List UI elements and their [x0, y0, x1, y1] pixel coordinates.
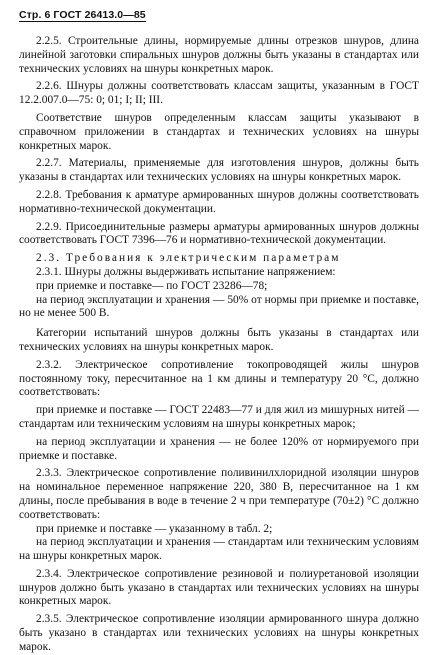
list-item: на период эксплуатации и хранения — не более 120% от нормируемого при приемке и поставке.: [19, 435, 419, 462]
clause-2-3-3: 2.3.3. Электрическое сопротивление поливинилхлоридной изоляции шнуров на номинальное переменное напряжение 220, 380 В, пересчитанное на 1 км длины, после пребывания в воде в течение 2 ч при температуре (70±2) °С должно соответствовать:: [19, 467, 419, 521]
clause-2-3-4: 2.3.4. Электрическое сопротивление резиновой и полиуретановой изоляции шнуров должно быть указано в стандартах или технических условиях на шнуры конкретных марок.: [19, 567, 419, 608]
clause-2-2-5: 2.2.5. Строительные длины, нормируемые длины отрезков шнуров, длина линейной заготовки спиральных шнуров должны быть указаны в стандартах или технических условиях на шнуры конкретных марок.: [19, 35, 419, 75]
clause-2-2-7: 2.2.7. Материалы, применяемые для изготовления шнуров, должны быть указаны в стандартах или технических условиях на шнуры конкретных марок.: [19, 157, 419, 184]
clause-2-2-8: 2.2.8. Требования к арматуре армированных шнуров должны соответствовать нормативно-технической документации.: [19, 188, 419, 215]
page-header: Стр. 6 ГОСТ 26413.0—85: [19, 9, 146, 21]
list-item: при приемке и поставке — ГОСТ 22483—77 и для жил из мишурных нитей — стандартам или техническим условиям на шнуры конкретных марок;: [19, 404, 419, 430]
list-item: на период эксплуатации и хранения — 50% от нормы при приемке и поставке, но не менее 500 В.: [19, 293, 419, 320]
list-item: на период эксплуатации и хранения — стандартам или техническим условиям на шнуры конкретных марок.: [19, 536, 419, 563]
list-item: при приемке и поставке — указанному в табл. 2;: [36, 522, 273, 535]
clause-2-2-9: 2.2.9. Присоединительные размеры арматуры армированных шнуров должны соответствовать ГОСТ 7396—76 и нормативно-технической документации.: [19, 220, 419, 247]
clause-2-3-2: 2.3.2. Электрическое сопротивление токопроводящей жилы шнуров постоянному току, пересчитанное на 1 км длины и температуру 20 °С, должно соответствовать:: [19, 358, 419, 399]
clause-2-3-5: 2.3.5. Электрическое сопротивление изоляции армированного шнура должно быть указано в стандартах или технических условиях на шнуры конкретных марок.: [19, 613, 419, 653]
paragraph-protection-classes: Соответствие шнуров определенным классам защиты указывают в справочном приложении в стандартах и технических условиях на шнуры конкретных марок.: [19, 111, 419, 152]
section-2-3-heading: 2.3. Требования к электрическим параметрам: [36, 252, 341, 265]
paragraph-test-categories: Категории испытаний шнуров должны быть указаны в стандартах или технических условиях на шнуры конкретных марок.: [19, 327, 419, 353]
document-body: [19, 35, 419, 655]
list-item: при приемке и поставке— по ГОСТ 23286—78;: [36, 279, 268, 292]
clause-2-3-1: 2.3.1. Шнуры должны выдерживать испытание напряжением:: [36, 265, 336, 278]
clause-2-2-6: 2.2.6. Шнуры должны соответствовать классам защиты, указанным в ГОСТ 12.2.007.0—75: 0; 01; I; II; III.: [19, 80, 419, 107]
